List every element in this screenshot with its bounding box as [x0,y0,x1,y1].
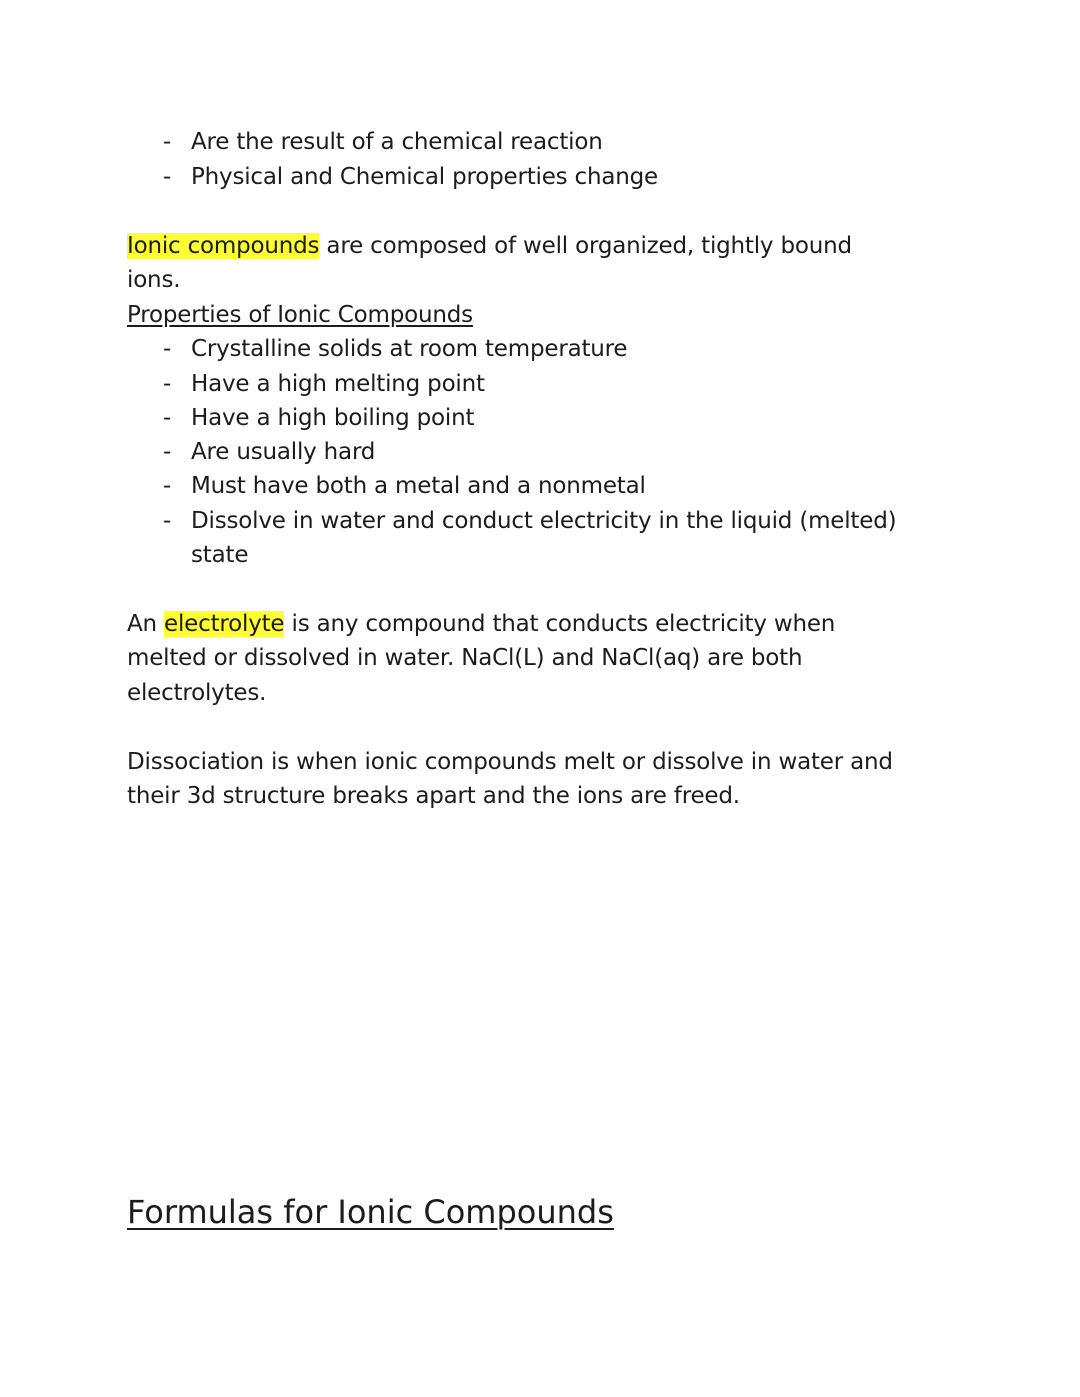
bullet-dash: - [162,371,172,397]
electrolyte-definition-line3: electrolytes. [127,680,267,706]
bullet-dash: - [162,439,172,465]
list-item-text: Have a high melting point [191,371,485,397]
list-item-text: state [191,542,249,568]
bullet-dash: - [162,336,172,362]
list-item-text: Must have both a metal and a nonmetal [191,473,646,499]
dissociation-definition-line2: their 3d structure breaks apart and the ions are freed. [127,783,740,809]
electrolyte-definition-line2: melted or dissolved in water. NaCl(L) and NaCl(aq) are both [127,645,803,671]
highlighted-term: electrolyte [164,611,285,637]
list-item-text: Are the result of a chemical reaction [191,129,603,155]
bullet-dash: - [162,405,172,431]
properties-heading: Properties of Ionic Compounds [127,302,473,328]
dissociation-definition-line1: Dissociation is when ionic compounds melt or dissolve in water and [127,749,893,775]
bullet-dash: - [162,129,172,155]
ionic-definition-line2: ions. [127,267,181,293]
definition-text: are composed of well organized, tightly bound [319,233,852,259]
bullet-dash: - [162,508,172,534]
electrolyte-definition-line1 [127,607,835,641]
list-item-text: Have a high boiling point [191,405,475,431]
bullet-dash: - [162,473,172,499]
list-item-text: Physical and Chemical properties change [191,164,659,190]
list-item-text: Are usually hard [191,439,376,465]
highlighted-term: Ionic compounds [127,233,320,259]
list-item-text: Crystalline solids at room temperature [191,336,628,362]
list-item-text: Dissolve in water and conduct electricity in the liquid (melted) [191,508,897,534]
definition-prefix: An [127,611,165,637]
ionic-definition-line1 [127,229,852,263]
definition-text: is any compound that conducts electricity when [284,611,836,637]
bullet-dash: - [162,164,172,190]
section-heading: Formulas for Ionic Compounds [127,1193,614,1231]
